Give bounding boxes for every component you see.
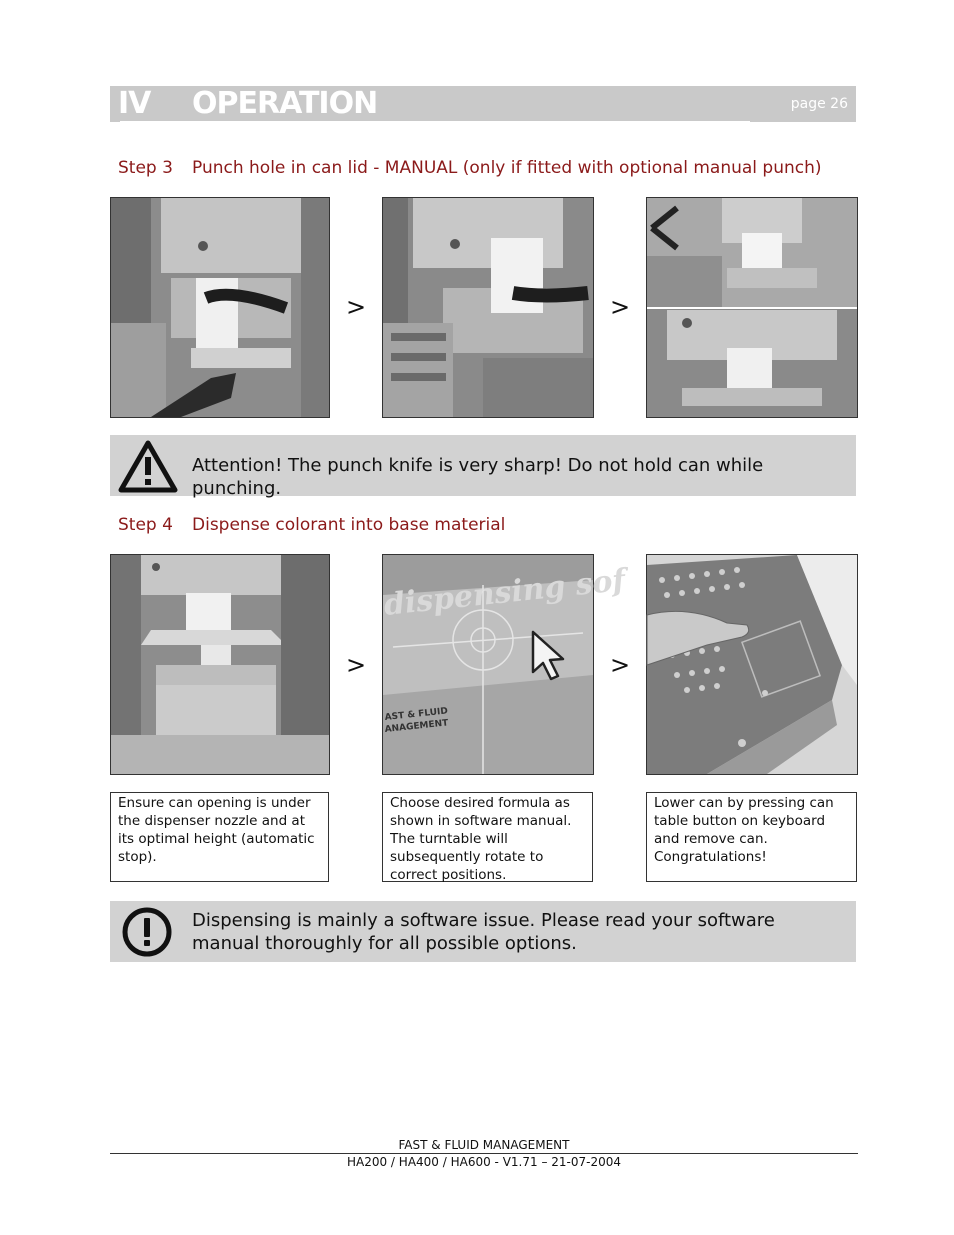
screen-brand-line2: ANAGEMENT	[384, 718, 449, 735]
step-3-text: Punch hole in can lid - MANUAL (only if fitted with optional manual punch)	[192, 158, 822, 178]
step-4-heading	[118, 515, 505, 535]
caption-dispense-1: Ensure can opening is under the dispenser nozzle and at its optimal height (automatic stop).	[110, 792, 329, 882]
info-text-line2: manual thoroughly for all possible options.	[192, 933, 577, 954]
photo-punch-1	[110, 197, 330, 418]
step-4-text: Dispense colorant into base material	[192, 515, 506, 535]
exclamation-circle-icon	[120, 905, 174, 959]
warning-triangle-icon	[118, 440, 178, 492]
arrow-step3-1: >	[346, 293, 367, 321]
footer-divider	[110, 1153, 858, 1154]
arrow-step3-2: >	[610, 293, 631, 321]
info-text	[192, 909, 775, 955]
screen-dispensing-text: dispensing sof	[382, 562, 627, 623]
info-notice	[110, 901, 856, 962]
section-number: IV	[118, 86, 151, 121]
footer-model: HA200 / HA400 / HA600 - V1.71 – 21-07-2004	[346, 1155, 621, 1169]
photo-dispense-1	[110, 554, 330, 775]
step-4-number: Step 4	[118, 515, 173, 535]
footer-company: FAST & FLUID MANAGEMENT	[398, 1138, 570, 1152]
screen-brand-line1: AST & FLUID	[384, 706, 449, 723]
photo-punch-3	[646, 197, 858, 418]
caption-dispense-2: Choose desired formula as shown in software manual. The turntable will subsequently rotate to correct positions.	[382, 792, 593, 882]
page-number: page 26	[790, 96, 848, 112]
attention-notice	[110, 435, 856, 499]
caption-dispense-3: Lower can by pressing can table button on keyboard and remove can. Congratulations!	[646, 792, 857, 882]
step-3-number: Step 3	[118, 158, 173, 178]
attention-text: Attention! The punch knife is very sharp! Do not hold can while punching.	[192, 455, 764, 499]
header-underline	[120, 121, 750, 122]
photo-software-screen	[382, 554, 627, 775]
arrow-step4-1: >	[346, 651, 367, 679]
photo-punch-2	[382, 197, 594, 418]
photo-keyboard	[646, 554, 858, 775]
step-3-heading	[118, 158, 822, 178]
section-title: OPERATION	[192, 86, 378, 121]
info-text-line1: Dispensing is mainly a software issue. Please read your software	[192, 910, 775, 931]
section-header	[110, 86, 856, 122]
arrow-step4-2: >	[610, 651, 631, 679]
